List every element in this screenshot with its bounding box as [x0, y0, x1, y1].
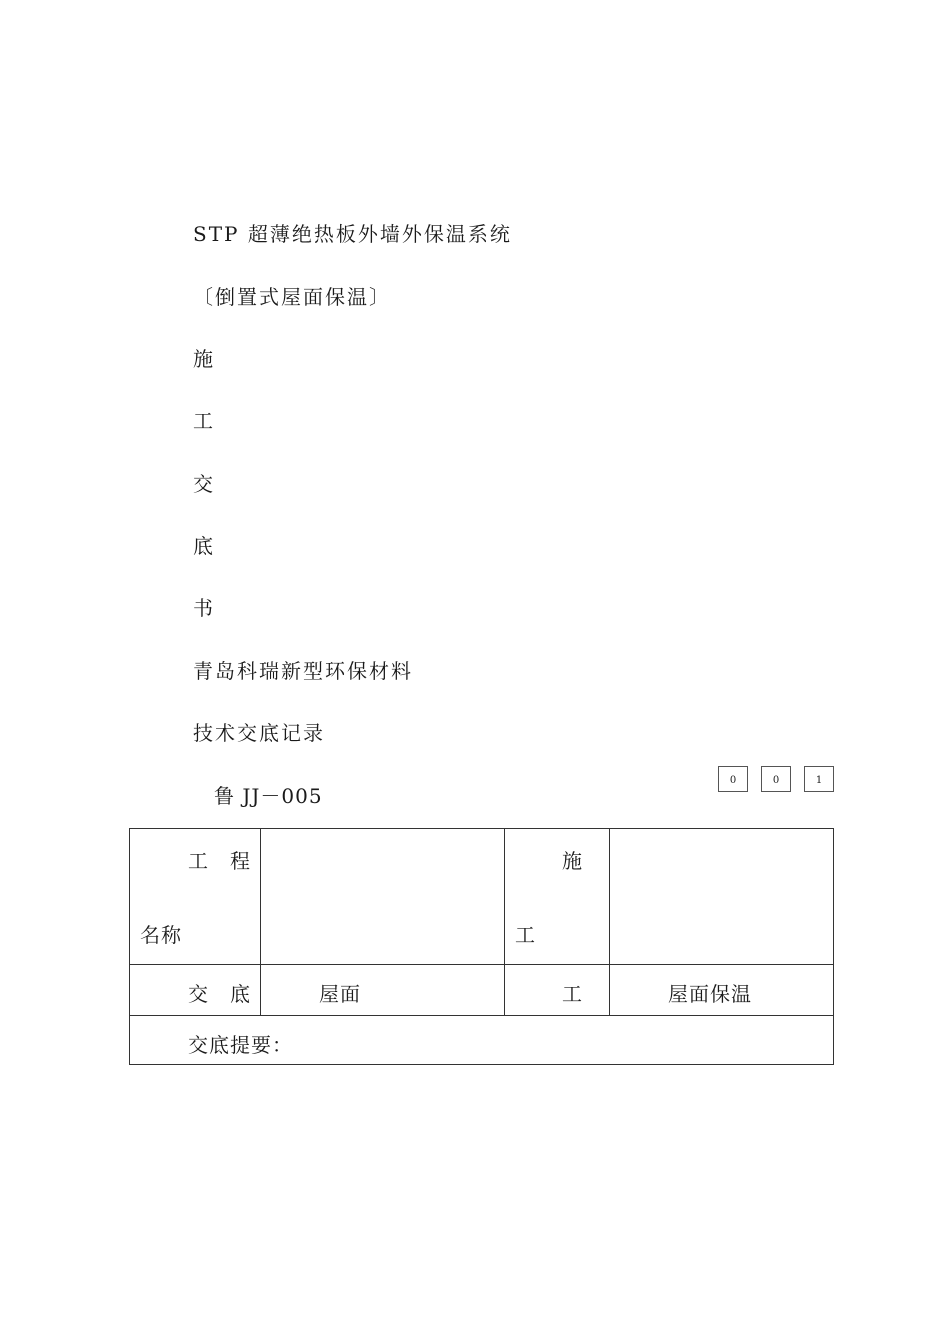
handover-value-cell: [261, 965, 505, 1016]
project-label-bottom: 名称: [140, 923, 182, 947]
handover-label-cell: [130, 965, 261, 1016]
form-code: 鲁 JJ－005: [214, 784, 323, 808]
subtitle-line: 〔倒置式屋面保温〕: [193, 285, 391, 309]
vertical-char: 工: [193, 409, 215, 433]
process-value: 屋面保温: [668, 982, 752, 1006]
project-name-value-cell: [261, 829, 505, 965]
process-label: 工: [562, 982, 583, 1006]
number-box: 0: [761, 766, 791, 792]
vertical-char: 书: [193, 596, 215, 620]
record-table: [129, 828, 834, 1065]
construction-value-cell: [610, 829, 834, 965]
construction-label-top: 施: [562, 849, 583, 873]
project-label-top: 工 程: [188, 849, 251, 873]
record-title: 技术交底记录: [193, 721, 325, 745]
vertical-char: 交: [193, 472, 215, 496]
number-box: 1: [804, 766, 834, 792]
company-line: 青岛科瑞新型环保材料: [193, 659, 413, 683]
vertical-char: 底: [193, 534, 215, 558]
vertical-char: 施: [193, 347, 215, 371]
process-label-cell: [505, 965, 610, 1016]
construction-label-bottom: 工: [515, 923, 536, 947]
handover-label: 交 底: [188, 982, 251, 1006]
title-line: STP 超薄绝热板外墙外保温系统: [193, 222, 512, 246]
handover-value: 屋面: [319, 982, 361, 1006]
project-name-label-cell: [130, 829, 261, 965]
process-value-cell: [610, 965, 834, 1016]
summary-label: 交底提要：: [188, 1033, 293, 1057]
summary-cell: [130, 1016, 834, 1065]
number-box: 0: [718, 766, 748, 792]
construction-label-cell: [505, 829, 610, 965]
